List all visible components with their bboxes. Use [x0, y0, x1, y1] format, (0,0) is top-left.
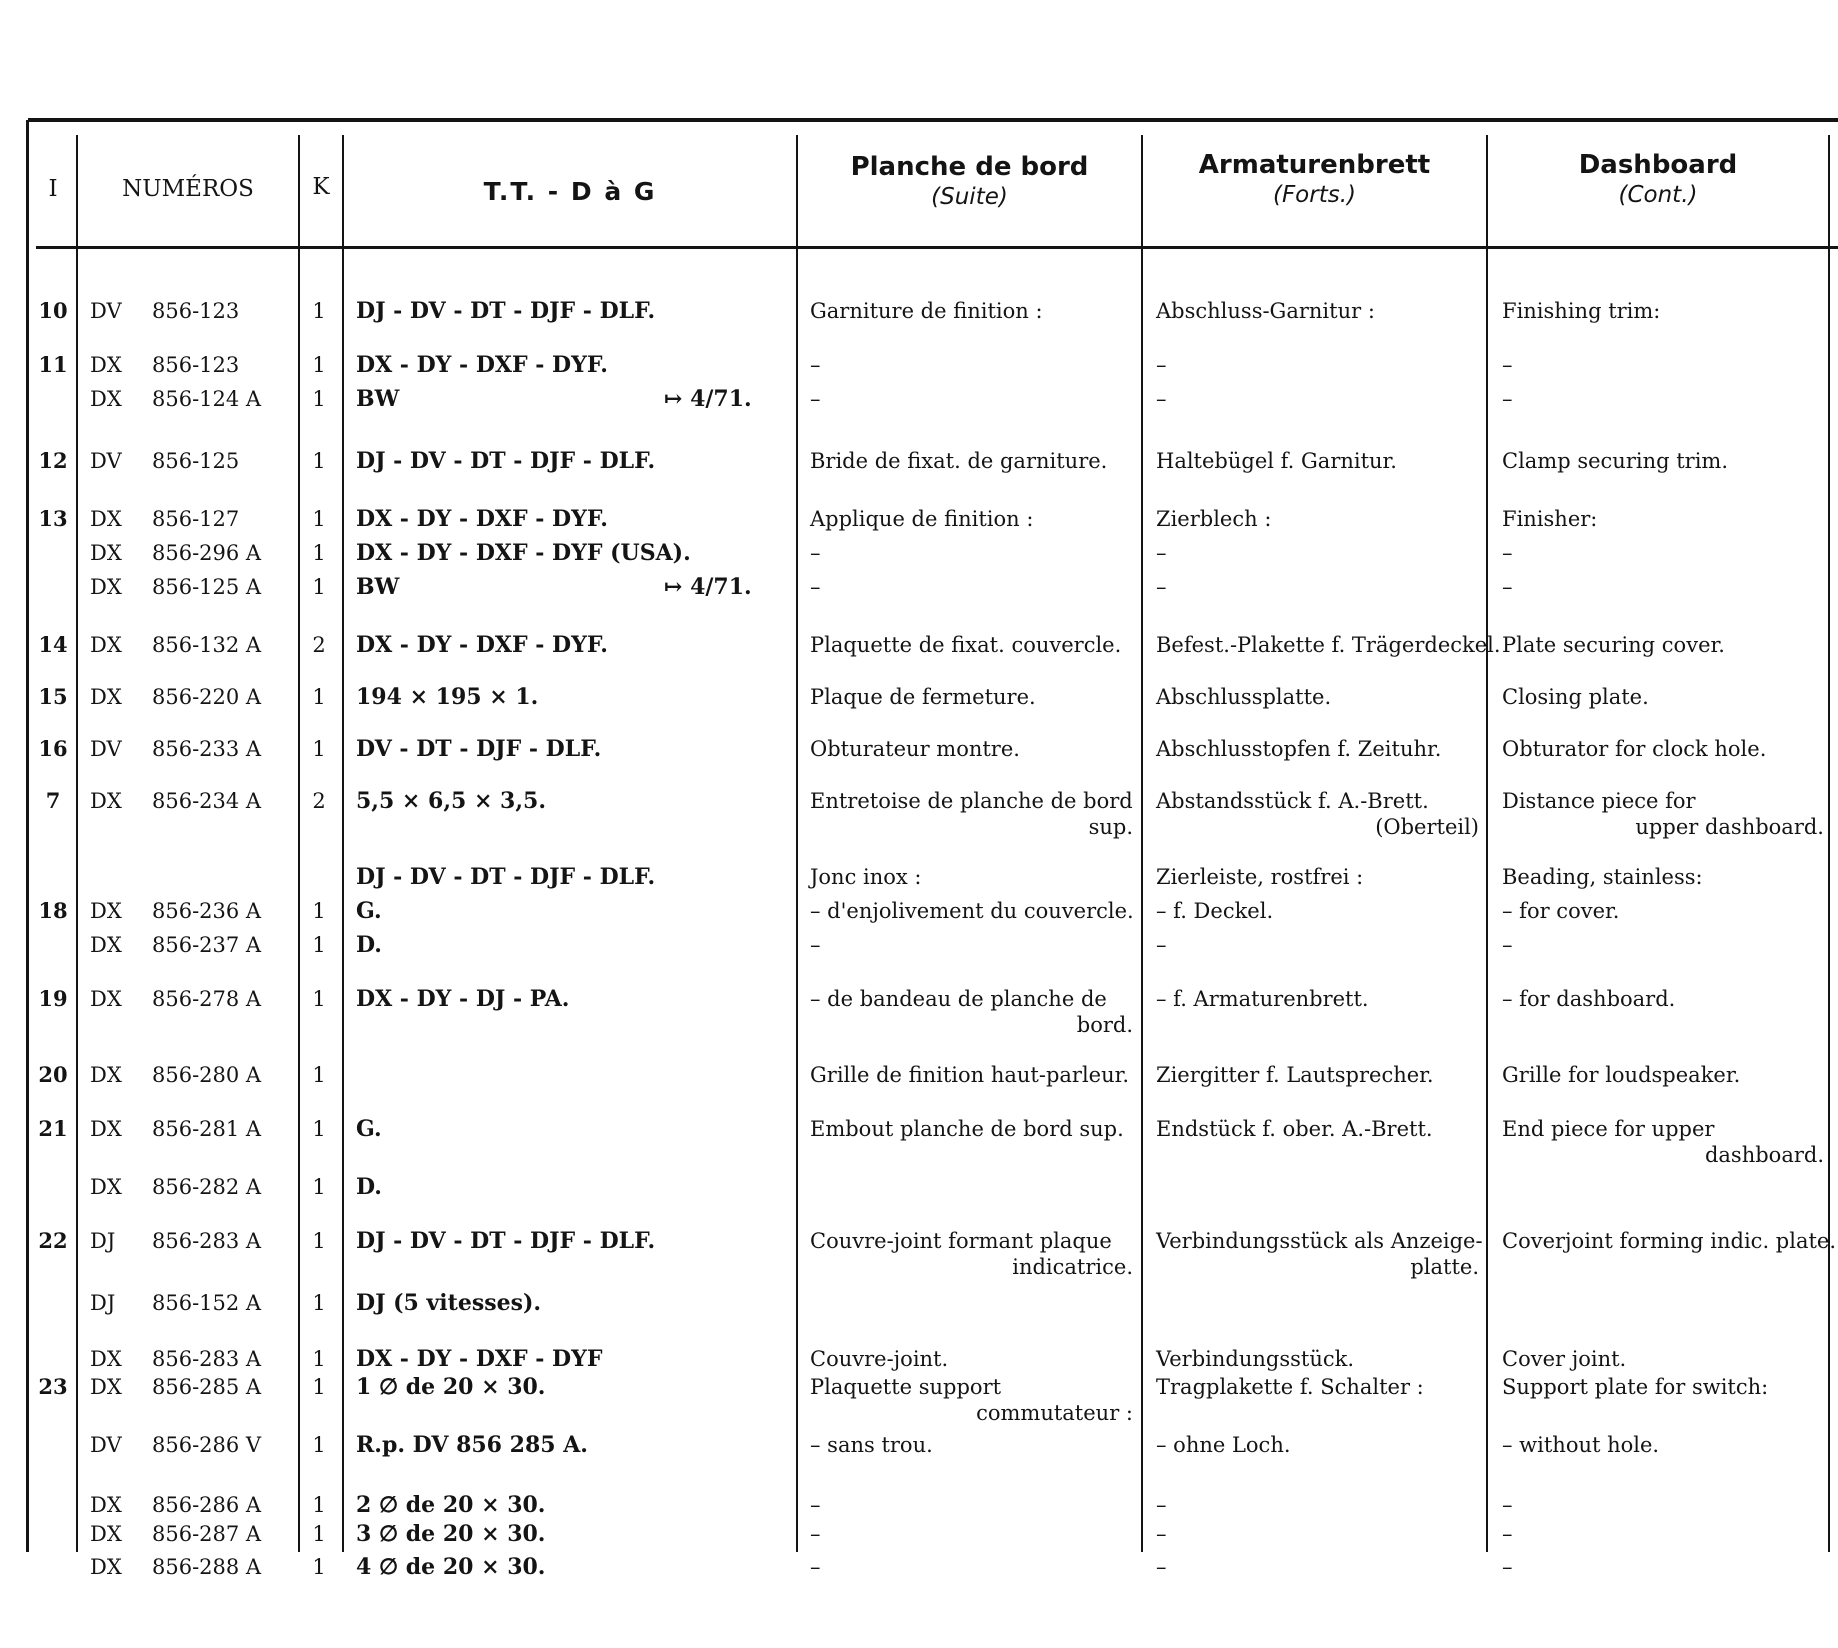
- header-de-title: Armaturenbrett: [1198, 150, 1431, 180]
- part-code: 856-234 A: [152, 789, 262, 813]
- quantity: 1: [312, 541, 326, 565]
- quantity: 1: [312, 1522, 326, 1546]
- part-prefix: DJ: [90, 1291, 116, 1315]
- part-code: 856-125: [152, 449, 240, 473]
- part-prefix: DX: [90, 899, 122, 923]
- model-spec: G.: [356, 1116, 382, 1142]
- description-de: –: [1156, 387, 1167, 411]
- description-de: –: [1156, 1522, 1167, 1546]
- quantity: 1: [312, 933, 326, 957]
- quantity: 2: [312, 633, 326, 657]
- part-code: 856-233 A: [152, 737, 262, 761]
- model-spec: DJ - DV - DT - DJF - DLF.: [356, 448, 656, 474]
- description-fr: –: [810, 387, 821, 411]
- part-prefix: DV: [90, 449, 122, 473]
- model-spec: 5,5 × 6,5 × 3,5.: [356, 788, 546, 814]
- part-code: 856-285 A: [152, 1375, 262, 1399]
- date-arrow: ↦ 4/71.: [664, 574, 752, 600]
- model-spec: D.: [356, 1174, 382, 1200]
- description-de: – f. Armaturenbrett.: [1156, 987, 1369, 1011]
- description-fr: –: [810, 933, 821, 957]
- description-fr: Embout planche de bord sup.: [810, 1117, 1124, 1141]
- header-numeros: NUMÉROS: [122, 176, 254, 202]
- quantity: 1: [312, 575, 326, 599]
- model-spec: 2 ∅ de 20 × 30.: [356, 1492, 546, 1518]
- description-fr: Couvre-joint.: [810, 1347, 949, 1371]
- quantity: 1: [312, 1175, 326, 1199]
- description-en: Distance piece for: [1502, 789, 1696, 813]
- description-en-cont: upper dashboard.: [1635, 815, 1824, 839]
- description-fr: Obturateur montre.: [810, 737, 1020, 761]
- description-de: Abschlussplatte.: [1156, 685, 1332, 709]
- model-spec: D.: [356, 932, 382, 958]
- description-de: Zierleiste, rostfrei :: [1156, 865, 1364, 889]
- model-spec: DX - DY - DXF - DYF.: [356, 632, 608, 658]
- description-de: –: [1156, 1555, 1167, 1579]
- part-code: 856-123: [152, 299, 240, 323]
- description-fr: Plaquette support: [810, 1375, 1002, 1399]
- row-item-number: 11: [38, 352, 68, 377]
- quantity: 1: [312, 1555, 326, 1579]
- description-en: Finishing trim:: [1502, 299, 1661, 323]
- description-de: Zierblech :: [1156, 507, 1272, 531]
- description-de: Endstück f. ober. A.-Brett.: [1156, 1117, 1433, 1141]
- divider-de: [1486, 135, 1488, 1552]
- description-en: Beading, stainless:: [1502, 865, 1703, 889]
- part-prefix: DJ: [90, 1229, 116, 1253]
- row-item-number: 7: [45, 788, 61, 813]
- part-prefix: DX: [90, 507, 122, 531]
- quantity: 1: [312, 987, 326, 1011]
- divider-i: [76, 135, 78, 1552]
- description-de: –: [1156, 353, 1167, 377]
- part-code: 856-283 A: [152, 1347, 262, 1371]
- model-spec: DV - DT - DJF - DLF.: [356, 736, 602, 762]
- description-fr: Bride de fixat. de garniture.: [810, 449, 1108, 473]
- quantity: 1: [312, 353, 326, 377]
- part-code: 856-288 A: [152, 1555, 262, 1579]
- part-prefix: DX: [90, 387, 122, 411]
- description-en: Finisher:: [1502, 507, 1598, 531]
- header-en-subtitle: (Cont.): [1618, 182, 1698, 208]
- row-item-number: 21: [38, 1116, 68, 1141]
- description-fr: –: [810, 1555, 821, 1579]
- part-prefix: DX: [90, 1117, 122, 1141]
- quantity: 1: [312, 737, 326, 761]
- quantity: 1: [312, 299, 326, 323]
- part-code: 856-237 A: [152, 933, 262, 957]
- description-en: –: [1502, 541, 1513, 565]
- part-prefix: DV: [90, 1433, 122, 1457]
- row-item-number: 20: [38, 1062, 68, 1087]
- description-de: –: [1156, 541, 1167, 565]
- model-spec: DJ - DV - DT - DJF - DLF.: [356, 1228, 656, 1254]
- description-fr: Plaque de fermeture.: [810, 685, 1036, 709]
- description-fr: –: [810, 353, 821, 377]
- divider-tt: [796, 135, 798, 1552]
- part-code: 856-236 A: [152, 899, 262, 923]
- description-fr: Plaquette de fixat. couvercle.: [810, 633, 1122, 657]
- description-en: Grille for loudspeaker.: [1502, 1063, 1741, 1087]
- description-en-cont: dashboard.: [1704, 1143, 1824, 1167]
- header-armaturenbrett: [1143, 148, 1486, 208]
- row-item-number: 19: [38, 986, 68, 1011]
- row-item-number: 12: [38, 448, 68, 473]
- model-spec: DX - DY - DXF - DYF.: [356, 352, 608, 378]
- description-fr-cont: commutateur :: [976, 1401, 1133, 1425]
- quantity: 1: [312, 899, 326, 923]
- top-rule: [28, 118, 1838, 122]
- description-fr-cont: bord.: [1076, 1013, 1133, 1037]
- description-fr: Couvre-joint formant plaque: [810, 1229, 1112, 1253]
- model-spec: BW: [356, 386, 400, 412]
- part-prefix: DX: [90, 633, 122, 657]
- description-de: Abschlusstopfen f. Zeituhr.: [1156, 737, 1442, 761]
- row-item-number: 14: [38, 632, 68, 657]
- description-fr: Jonc inox :: [810, 865, 922, 889]
- part-code: 856-125 A: [152, 575, 262, 599]
- description-en: –: [1502, 1493, 1513, 1517]
- description-en: Clamp securing trim.: [1502, 449, 1729, 473]
- description-de: Abschluss-Garnitur :: [1156, 299, 1375, 323]
- description-fr: –: [810, 1493, 821, 1517]
- model-spec: 194 × 195 × 1.: [356, 684, 539, 710]
- model-spec: BW: [356, 574, 400, 600]
- description-fr: –: [810, 1522, 821, 1546]
- header-fr-title: Planche de bord: [850, 152, 1089, 182]
- description-en: – for dashboard.: [1502, 987, 1676, 1011]
- part-code: 856-281 A: [152, 1117, 262, 1141]
- description-fr-cont: sup.: [1088, 815, 1133, 839]
- part-code: 856-286 V: [152, 1433, 262, 1457]
- description-en: – without hole.: [1502, 1433, 1660, 1457]
- quantity: 1: [312, 387, 326, 411]
- part-prefix: DX: [90, 1347, 122, 1371]
- part-prefix: DX: [90, 575, 122, 599]
- part-code: 856-280 A: [152, 1063, 262, 1087]
- part-code: 856-287 A: [152, 1522, 262, 1546]
- description-de-cont: platte.: [1410, 1255, 1479, 1279]
- description-en: –: [1502, 575, 1513, 599]
- header-de-subtitle: (Forts.): [1272, 182, 1356, 208]
- row-item-number: 16: [38, 736, 68, 761]
- quantity: 1: [312, 1063, 326, 1087]
- model-spec: G.: [356, 898, 382, 924]
- description-de: –: [1156, 575, 1167, 599]
- description-de-cont: (Oberteil): [1375, 815, 1479, 839]
- quantity: 1: [312, 1291, 326, 1315]
- description-en: Support plate for switch:: [1502, 1375, 1769, 1399]
- part-prefix: DX: [90, 1522, 122, 1546]
- description-de: Tragplakette f. Schalter :: [1156, 1375, 1424, 1399]
- header-k: K: [312, 174, 330, 200]
- header-fr-subtitle: (Suite): [931, 184, 1008, 210]
- model-spec: DJ - DV - DT - DJF - DLF.: [356, 864, 656, 890]
- description-de: Verbindungsstück.: [1156, 1347, 1355, 1371]
- description-de: –: [1156, 1493, 1167, 1517]
- quantity: 1: [312, 1347, 326, 1371]
- part-prefix: DX: [90, 933, 122, 957]
- model-spec: DJ (5 vitesses).: [356, 1290, 542, 1316]
- description-fr: –: [810, 541, 821, 565]
- part-code: 856-152 A: [152, 1291, 262, 1315]
- part-code: 856-124 A: [152, 387, 262, 411]
- header-dashboard: [1488, 148, 1828, 208]
- description-fr: –: [810, 575, 821, 599]
- row-item-number: 15: [38, 684, 68, 709]
- description-fr: – sans trou.: [810, 1433, 933, 1457]
- description-de: – ohne Loch.: [1156, 1433, 1291, 1457]
- part-prefix: DX: [90, 1063, 122, 1087]
- description-en: –: [1502, 353, 1513, 377]
- model-spec: 1 ∅ de 20 × 30.: [356, 1374, 546, 1400]
- row-item-number: 18: [38, 898, 68, 923]
- description-en: –: [1502, 933, 1513, 957]
- right-border: [1828, 135, 1830, 1552]
- row-item-number: 10: [38, 298, 68, 323]
- model-spec: DX - DY - DXF - DYF: [356, 1346, 603, 1372]
- model-spec: 3 ∅ de 20 × 30.: [356, 1521, 546, 1547]
- description-de: Ziergitter f. Lautsprecher.: [1156, 1063, 1434, 1087]
- quantity: 1: [312, 1493, 326, 1517]
- part-prefix: DX: [90, 541, 122, 565]
- quantity: 1: [312, 449, 326, 473]
- description-fr: Entretoise de planche de bord: [810, 789, 1133, 813]
- row-item-number: 22: [38, 1228, 68, 1253]
- model-spec: DX - DY - DJ - PA.: [356, 986, 570, 1012]
- part-prefix: DV: [90, 737, 122, 761]
- part-code: 856-282 A: [152, 1175, 262, 1199]
- part-code: 856-132 A: [152, 633, 262, 657]
- header-bottom-rule: [36, 246, 1838, 249]
- part-prefix: DX: [90, 1375, 122, 1399]
- description-de: Verbindungsstück als Anzeige-: [1156, 1229, 1483, 1253]
- header-i: I: [48, 176, 58, 202]
- part-code: 856-278 A: [152, 987, 262, 1011]
- description-en: Cover joint.: [1502, 1347, 1627, 1371]
- description-de: Befest.-Plakette f. Trägerdeckel.: [1156, 633, 1501, 657]
- divider-fr: [1141, 135, 1143, 1552]
- part-prefix: DX: [90, 789, 122, 813]
- model-spec: DX - DY - DXF - DYF (USA).: [356, 540, 691, 566]
- description-de: Abstandsstück f. A.-Brett.: [1156, 789, 1429, 813]
- divider-numeros: [298, 135, 300, 1552]
- description-fr: Applique de finition :: [810, 507, 1034, 531]
- quantity: 1: [312, 1375, 326, 1399]
- part-prefix: DX: [90, 1493, 122, 1517]
- description-en: Plate securing cover.: [1502, 633, 1725, 657]
- part-code: 856-127: [152, 507, 240, 531]
- part-code: 856-123: [152, 353, 240, 377]
- date-arrow: ↦ 4/71.: [664, 386, 752, 412]
- quantity: 1: [312, 685, 326, 709]
- description-fr: – de bandeau de planche de: [810, 987, 1107, 1011]
- description-de: Haltebügel f. Garnitur.: [1156, 449, 1397, 473]
- part-prefix: DX: [90, 353, 122, 377]
- part-prefix: DX: [90, 1555, 122, 1579]
- description-en: –: [1502, 1522, 1513, 1546]
- description-fr-cont: indicatrice.: [1012, 1255, 1133, 1279]
- part-code: 856-283 A: [152, 1229, 262, 1253]
- part-prefix: DX: [90, 685, 122, 709]
- left-border: [26, 120, 29, 1552]
- description-en: End piece for upper: [1502, 1117, 1715, 1141]
- header-planche-de-bord: [798, 150, 1141, 210]
- quantity: 2: [312, 789, 326, 813]
- description-en: –: [1502, 387, 1513, 411]
- model-spec: DJ - DV - DT - DJF - DLF.: [356, 298, 656, 324]
- part-code: 856-286 A: [152, 1493, 262, 1517]
- model-spec: R.p. DV 856 285 A.: [356, 1432, 588, 1458]
- description-en: Obturator for clock hole.: [1502, 737, 1767, 761]
- description-en: – for cover.: [1502, 899, 1620, 923]
- header-en-title: Dashboard: [1578, 150, 1738, 180]
- quantity: 1: [312, 1433, 326, 1457]
- row-item-number: 23: [38, 1374, 68, 1399]
- quantity: 1: [312, 1229, 326, 1253]
- part-prefix: DV: [90, 299, 122, 323]
- quantity: 1: [312, 1117, 326, 1141]
- description-fr: Garniture de finition :: [810, 299, 1043, 323]
- model-spec: DX - DY - DXF - DYF.: [356, 506, 608, 532]
- description-en: –: [1502, 1555, 1513, 1579]
- part-code: 856-296 A: [152, 541, 262, 565]
- description-en: Coverjoint forming indic. plate.: [1502, 1229, 1837, 1253]
- description-fr: – d'enjolivement du couvercle.: [810, 899, 1134, 923]
- description-en: Closing plate.: [1502, 685, 1649, 709]
- part-prefix: DX: [90, 1175, 122, 1199]
- description-fr: Grille de finition haut-parleur.: [810, 1063, 1130, 1087]
- quantity: 1: [312, 507, 326, 531]
- description-de: – f. Deckel.: [1156, 899, 1274, 923]
- header-tt: T.T. - D à G: [483, 177, 657, 206]
- model-spec: 4 ∅ de 20 × 30.: [356, 1554, 546, 1580]
- row-item-number: 13: [38, 506, 68, 531]
- part-code: 856-220 A: [152, 685, 262, 709]
- part-prefix: DX: [90, 987, 122, 1011]
- divider-k: [342, 135, 344, 1552]
- description-de: –: [1156, 933, 1167, 957]
